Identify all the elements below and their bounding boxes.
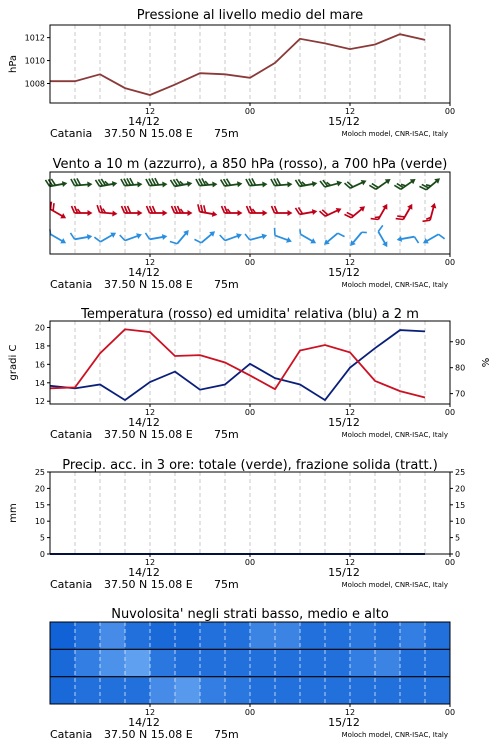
barb-arrowhead (287, 181, 293, 187)
x-tick-label: 12 (144, 408, 156, 417)
x-tick-label: 12 (344, 258, 356, 267)
barb-arrowhead (138, 210, 143, 216)
barb-flag (377, 225, 385, 231)
x-tick-label: 00 (444, 258, 456, 267)
barb-flag (128, 206, 131, 213)
barb-arrowhead (396, 236, 402, 243)
y-tick-label: 1008 (24, 79, 45, 89)
chart-title: Precip. acc. in 3 ore: totale (verde), frazione solida (tratt.) (62, 458, 438, 473)
barb-arrowhead (188, 210, 193, 216)
cloud-cell (75, 649, 101, 677)
barb-arrowhead (137, 181, 143, 187)
y-right-tick-label: 80 (455, 363, 466, 373)
barb-arrowhead (361, 178, 368, 186)
barb-flag (247, 206, 250, 213)
barb-arrowhead (238, 210, 243, 216)
x-tick-label: 12 (344, 408, 356, 417)
wind-barb (320, 202, 343, 220)
barb-flag (272, 228, 277, 236)
cloud-cell (175, 649, 201, 677)
barb-arrowhead (236, 232, 243, 239)
barb-arrowhead (60, 238, 67, 246)
cloud-cell (75, 677, 101, 705)
model-credit: Moloch model, CNR-ISAC, Italy (341, 731, 448, 739)
barb-shaft (301, 234, 314, 242)
barb-shaft (378, 232, 386, 245)
x-tick-label: 00 (444, 408, 456, 417)
cloud-cell (300, 622, 326, 650)
y-right-tick-label: 10 (455, 517, 466, 527)
x-tick-label: 12 (144, 558, 156, 567)
cloud-cell (100, 622, 126, 650)
barb-arrowhead (407, 202, 415, 209)
date-label: 15/12 (328, 416, 360, 429)
cloud-cell (125, 677, 151, 705)
location-city: Catania (50, 428, 93, 441)
cloud-cell (400, 649, 426, 677)
barb-arrowhead (136, 232, 143, 239)
x-tick-label: 00 (244, 408, 256, 417)
model-credit: Moloch model, CNR-ISAC, Italy (341, 281, 448, 289)
location-elevation: 75m (214, 127, 239, 140)
wind-barb (246, 177, 268, 189)
cloud-cell (425, 649, 451, 677)
location-coords: 37.50 N 15.08 E (104, 428, 193, 441)
wind-barb (322, 229, 345, 250)
x-tick-label: 12 (144, 708, 156, 717)
wind-barb (345, 174, 368, 192)
y-right-tick-label: 5 (455, 533, 461, 543)
barb-arrowhead (163, 210, 168, 216)
y-tick-label: 10 (34, 517, 45, 527)
barb-shaft (400, 237, 415, 240)
barb-arrowhead (310, 238, 317, 246)
wind-barb (146, 177, 168, 189)
x-tick-label: 00 (444, 107, 456, 116)
cloud-cell (250, 677, 276, 705)
y-tick-label: 25 (34, 468, 45, 477)
cloud-cell (150, 622, 176, 650)
y-axis-label: mm (8, 503, 19, 523)
wind-barb (348, 228, 367, 249)
x-tick-label: 12 (344, 708, 356, 717)
barb-shaft (275, 235, 289, 240)
barb-flag (245, 233, 250, 241)
x-tick-label: 00 (244, 558, 256, 567)
cloud-cell (375, 677, 401, 705)
y-tick-label: 1010 (24, 56, 45, 66)
wind-barb (320, 176, 343, 191)
y-right-tick-label: 25 (455, 468, 466, 477)
barb-flag (338, 231, 345, 238)
wind-barb (45, 176, 67, 189)
barb-flag (298, 229, 303, 234)
wind-barb (419, 173, 442, 194)
cloud-cell (100, 677, 126, 705)
location-elevation: 75m (214, 278, 239, 291)
cloud-cell (175, 677, 201, 705)
barb-shaft (177, 232, 187, 243)
x-tick-label: 12 (344, 107, 356, 116)
cloud-cell (350, 677, 376, 705)
date-label: 14/12 (128, 115, 160, 128)
cloud-cell (275, 649, 301, 677)
barb-flag (172, 206, 175, 213)
barb-shaft (51, 234, 64, 242)
barb-arrowhead (262, 181, 268, 187)
wind-barb (245, 229, 268, 244)
cloud-cell (150, 677, 176, 705)
barb-arrowhead (87, 233, 93, 240)
cloud-cell (225, 622, 251, 650)
barb-arrowhead (212, 181, 218, 187)
barb-arrowhead (312, 180, 318, 187)
cloud-cell (250, 649, 276, 677)
cloud-cell (225, 649, 251, 677)
y-tick-label: 18 (34, 341, 45, 351)
barb-flag (72, 206, 75, 213)
barb-shaft (75, 237, 90, 240)
y-right-tick-label: 90 (455, 337, 466, 347)
location-elevation: 75m (214, 428, 239, 441)
cloud-cell (50, 649, 76, 677)
temperature-series-line (50, 329, 425, 397)
barb-flag (120, 234, 125, 242)
location-elevation: 75m (214, 728, 239, 741)
chart-title: Nuvolosita' negli strati basso, medio e alto (111, 607, 389, 622)
cloud-cell (50, 677, 76, 705)
wind-barb (220, 228, 243, 245)
wind-barb (196, 177, 218, 189)
chart-title: Vento a 10 m (azzurro), a 850 hPa (rosso), a 700 hPa (verde) (52, 157, 448, 172)
wind-barb (295, 176, 317, 189)
wind-barb (371, 200, 390, 223)
barb-flag (147, 206, 150, 213)
cloud-cell (225, 677, 251, 705)
cloud-cell (300, 649, 326, 677)
wind-barb (369, 173, 392, 193)
barb-flag (122, 206, 125, 213)
cloud-cell (125, 649, 151, 677)
barb-flag (145, 232, 149, 239)
y-tick-label: 1012 (24, 33, 45, 43)
date-label: 15/12 (328, 115, 360, 128)
barb-arrowhead (382, 241, 390, 248)
cloud-cell (175, 622, 201, 650)
wind-barb (196, 204, 218, 217)
location-city: Catania (50, 578, 93, 591)
wind-barb (170, 225, 191, 248)
barb-arrowhead (112, 210, 118, 216)
cloud-cell (325, 622, 351, 650)
cloud-cell (200, 649, 226, 677)
date-label: 15/12 (328, 716, 360, 729)
barb-shaft (426, 234, 439, 242)
cloud-cell (50, 622, 76, 650)
x-tick-label: 00 (444, 558, 456, 567)
barb-arrowhead (336, 206, 343, 214)
cloud-cell (325, 677, 351, 705)
wind-barb (396, 200, 415, 223)
barb-flag (438, 233, 444, 241)
location-city: Catania (50, 127, 93, 140)
location-coords: 37.50 N 15.08 E (104, 578, 193, 591)
wind-barb (344, 201, 367, 222)
y-tick-label: 15 (34, 500, 45, 510)
wind-barb (71, 177, 93, 189)
x-tick-label: 00 (244, 708, 256, 717)
cloud-cell (400, 677, 426, 705)
wind-barb (374, 225, 393, 248)
barb-shaft (352, 232, 362, 243)
date-label: 14/12 (128, 716, 160, 729)
cloud-cell (350, 622, 376, 650)
wind-barb (271, 228, 294, 245)
y-tick-label: 16 (34, 360, 45, 370)
chart-title: Temperatura (rosso) ed umidita' relativa (blu) a 2 m (81, 307, 419, 322)
cloud-cell (125, 622, 151, 650)
wind-barb (295, 204, 317, 217)
wind-barb (194, 226, 217, 247)
y-tick-label: 14 (34, 378, 45, 388)
barb-arrowhead (212, 211, 218, 218)
date-label: 14/12 (128, 266, 160, 279)
cloud-cell (275, 622, 301, 650)
location-coords: 37.50 N 15.08 E (104, 127, 193, 140)
barb-flag (272, 206, 275, 213)
y-tick-label: 20 (34, 484, 45, 494)
model-credit: Moloch model, CNR-ISAC, Italy (341, 431, 448, 439)
cloud-cell (100, 649, 126, 677)
cloud-cell (375, 649, 401, 677)
barb-arrowhead (286, 237, 293, 244)
wind-barb (94, 227, 117, 246)
wind-barb (120, 228, 143, 245)
x-tick-label: 00 (444, 708, 456, 717)
barb-arrowhead (263, 210, 268, 216)
cloud-cell (75, 622, 101, 650)
barb-shaft (326, 233, 337, 243)
date-label: 15/12 (328, 566, 360, 579)
y-axis-label: hPa (8, 54, 19, 74)
location-coords: 37.50 N 15.08 E (104, 278, 193, 291)
barb-flag (70, 232, 74, 239)
x-tick-label: 00 (244, 258, 256, 267)
wind-barb (221, 177, 243, 190)
date-label: 14/12 (128, 416, 160, 429)
y-right-tick-label: 70 (455, 389, 466, 399)
location-elevation: 75m (214, 578, 239, 591)
barb-flag (362, 230, 367, 235)
barb-shaft (250, 236, 264, 240)
y-right-tick-label: 20 (455, 484, 466, 494)
barb-arrowhead (60, 213, 67, 221)
y-tick-label: 0 (39, 550, 45, 559)
model-credit: Moloch model, CNR-ISAC, Italy (341, 130, 448, 138)
wind-barb (95, 176, 117, 189)
barb-arrowhead (62, 180, 68, 187)
wind-barb (96, 205, 118, 217)
barb-arrowhead (237, 181, 243, 188)
barb-flag (222, 206, 225, 213)
y-tick-label: 12 (34, 397, 45, 407)
barb-flag (153, 206, 156, 213)
model-credit: Moloch model, CNR-ISAC, Italy (341, 581, 448, 589)
wind-barb (421, 230, 444, 249)
cloud-cell (350, 649, 376, 677)
barb-arrowhead (88, 210, 93, 216)
wind-barb (170, 176, 192, 189)
cloud-cell (200, 622, 226, 650)
cloud-cell (275, 677, 301, 705)
pressure-series-line (50, 34, 425, 95)
barb-arrowhead (262, 232, 268, 239)
barb-flag (220, 234, 225, 242)
wind-barb (70, 229, 92, 242)
cloud-cell (300, 677, 326, 705)
wind-barb (394, 173, 417, 193)
barb-shaft (150, 237, 165, 240)
barb-arrowhead (87, 181, 93, 187)
wind-barb (145, 229, 167, 242)
barb-shaft (101, 234, 114, 242)
date-label: 14/12 (128, 566, 160, 579)
wind-barb (423, 201, 438, 224)
barb-arrowhead (288, 210, 293, 216)
wind-barb (271, 177, 293, 189)
barb-arrowhead (337, 179, 343, 186)
barb-arrowhead (162, 181, 168, 187)
cloud-cell (425, 677, 451, 705)
wind-barb (121, 177, 143, 189)
barb-shaft (225, 235, 239, 240)
y-axis-label: gradi C (8, 344, 19, 381)
x-tick-label: 00 (244, 107, 256, 116)
cloud-cell (150, 649, 176, 677)
cloud-cell (375, 622, 401, 650)
barb-shaft (201, 233, 212, 243)
cloud-cell (400, 622, 426, 650)
barb-arrowhead (431, 202, 438, 208)
barb-arrowhead (110, 230, 117, 238)
cloud-cell (200, 677, 226, 705)
y-right-tick-label: 15 (455, 500, 466, 510)
location-coords: 37.50 N 15.08 E (104, 728, 193, 741)
cloud-cell (325, 649, 351, 677)
date-label: 15/12 (328, 266, 360, 279)
barb-shaft (125, 235, 139, 240)
cloud-cell (425, 622, 451, 650)
location-city: Catania (50, 278, 93, 291)
location-city: Catania (50, 728, 93, 741)
barb-arrowhead (112, 180, 118, 187)
barb-flag (414, 236, 418, 243)
barb-arrowhead (187, 180, 193, 187)
x-tick-label: 12 (344, 558, 356, 567)
x-tick-label: 12 (144, 258, 156, 267)
barb-flag (170, 239, 177, 246)
cloud-cell (250, 622, 276, 650)
y-tick-label: 5 (39, 533, 45, 543)
y-axis-right-label: % (481, 357, 492, 368)
barb-flag (94, 236, 100, 244)
y-right-tick-label: 0 (455, 550, 461, 559)
chart-title: Pressione al livello medio del mare (136, 8, 364, 23)
barb-arrowhead (162, 233, 168, 240)
plot-frame (50, 472, 450, 554)
y-tick-label: 20 (34, 323, 45, 333)
barb-arrowhead (312, 208, 318, 215)
barb-arrowhead (382, 202, 390, 209)
humidity-series-line (50, 330, 425, 400)
x-tick-label: 12 (144, 107, 156, 116)
wind-barb (396, 233, 418, 246)
